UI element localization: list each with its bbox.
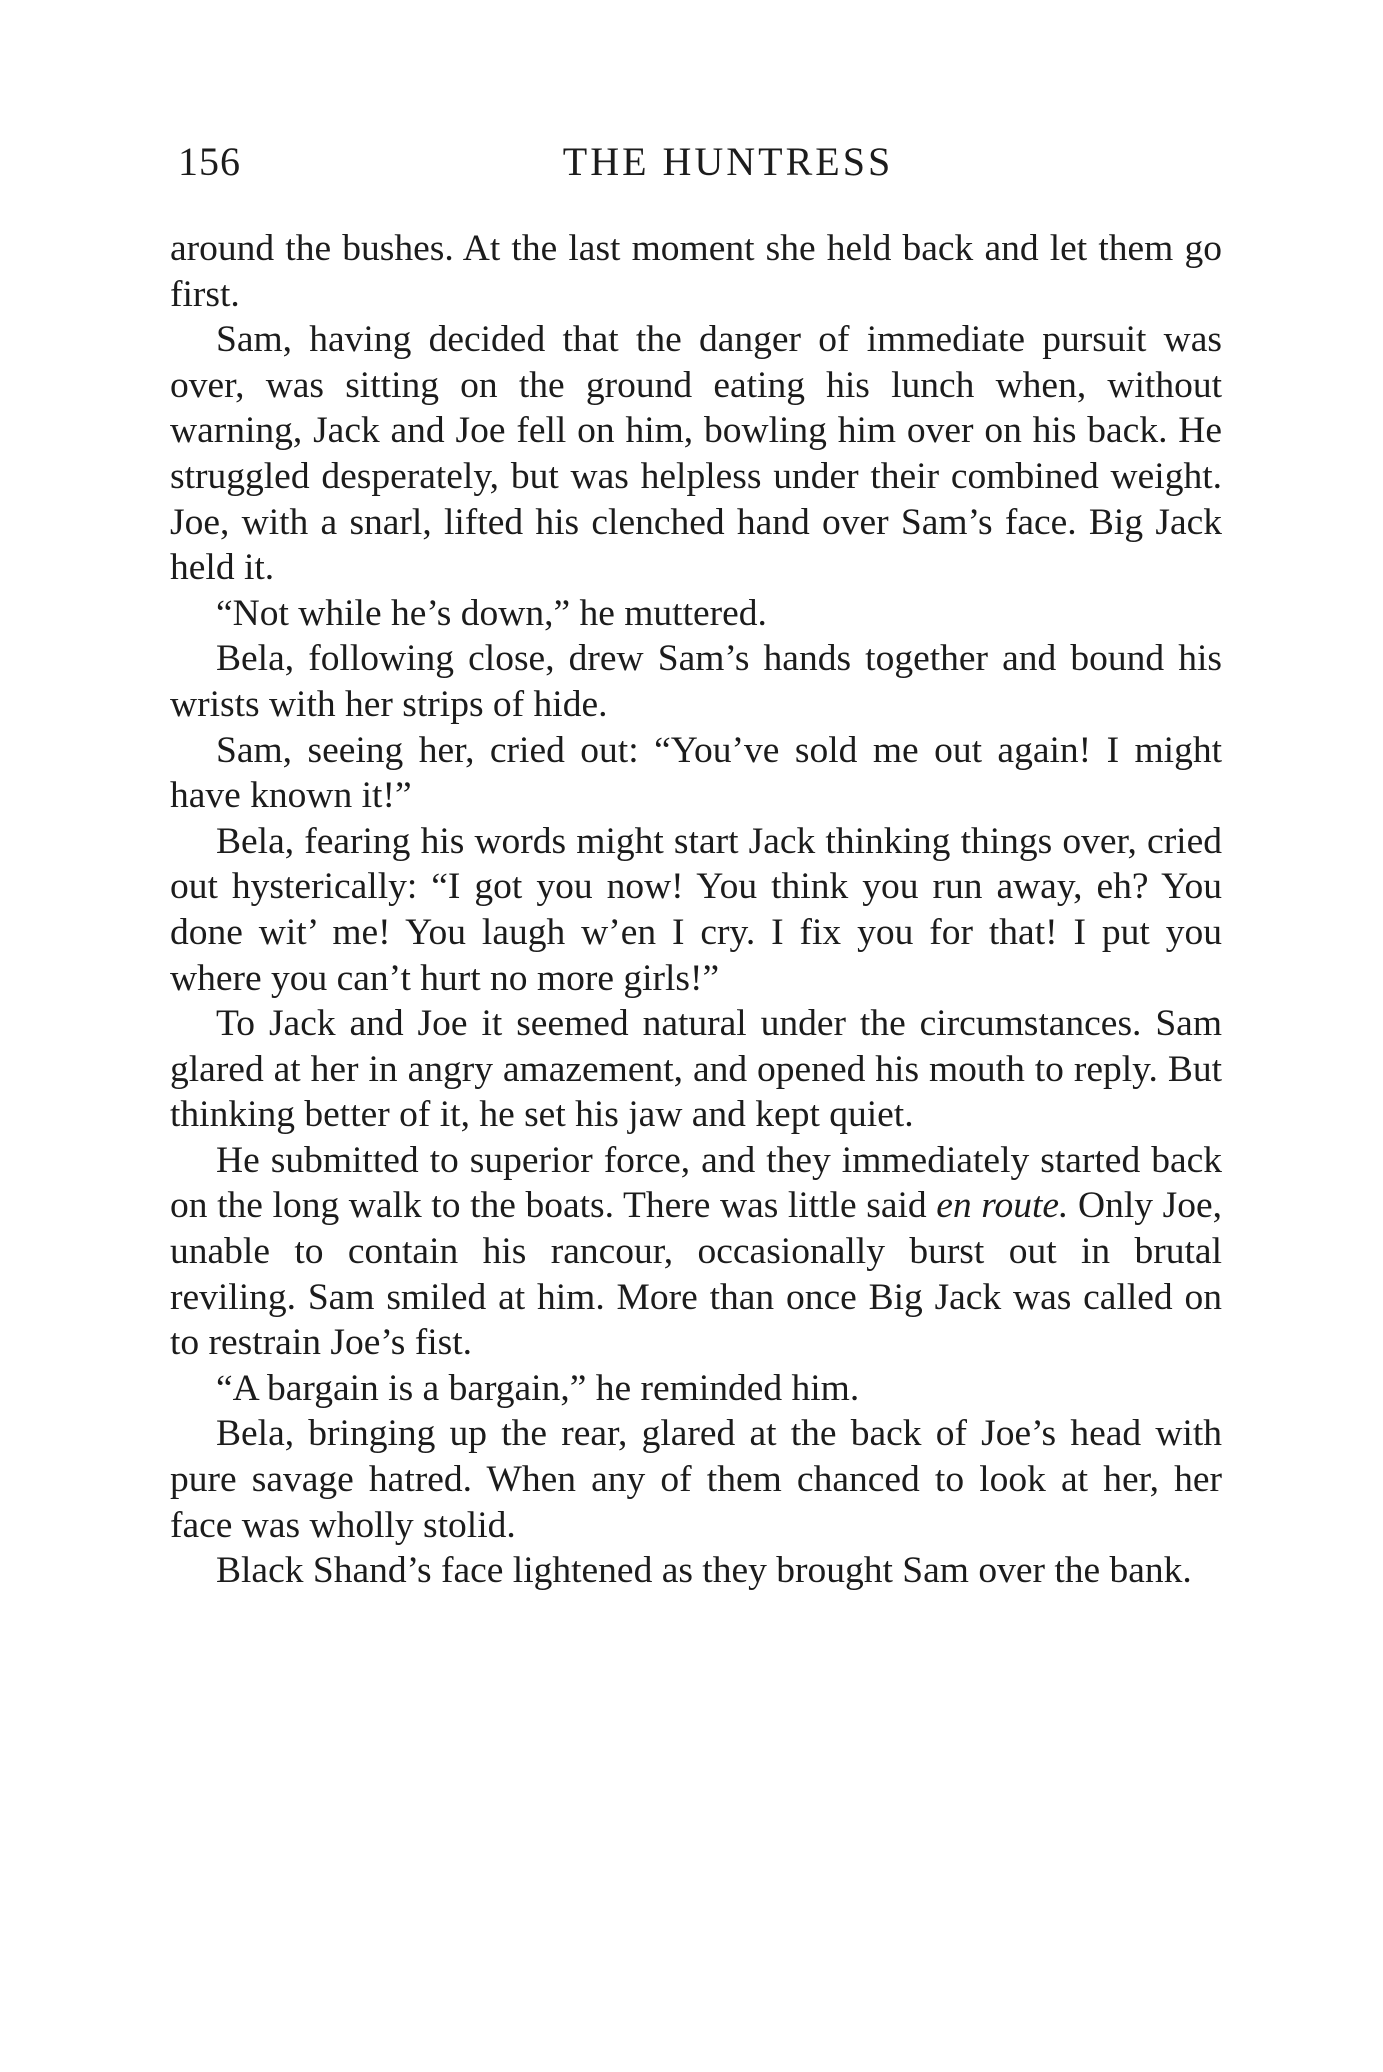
running-title: THE HUNTRESS (562, 139, 894, 184)
body-text (170, 226, 1222, 1594)
paragraph-text: Only Joe, unable to contain his rancour, occasionally burst out in brutal reviling. Sam smiled at him. More than once Big Jack was called on to restrain Joe’s fist. (170, 1185, 1222, 1364)
paragraph: Bela, bringing up the rear, glared at the back of Joe’s head with pure savage hatred. When any of them chanced to look at her, her face was wholly stolid. (170, 1413, 1222, 1546)
paragraph (170, 1138, 1222, 1366)
paragraph: Bela, fearing his words might start Jack thinking things over, cried out hysterically: “I got you now! You think you run away, eh? You done wit’ me! You laugh w’en I cry. I fix you for that! I put you where you can’t hurt no more girls!” (170, 820, 1222, 999)
page-number: 156 (178, 139, 241, 184)
paragraph: Bela, following close, drew Sam’s hands together and bound his wrists with her strips of hide. (170, 638, 1222, 725)
paragraph: Black Shand’s face lightened as they brought Sam over the bank. (216, 1550, 1192, 1592)
paragraph: “A bargain is a bargain,” he reminded him. (216, 1367, 860, 1409)
paragraph-text: He submitted to superior force, and they immediately started back on the long walk to the boats. There was little said (170, 1139, 1222, 1227)
paragraph: To Jack and Joe it seemed natural under the circumstances. Sam glared at her in angry amazement, and opened his mouth to reply. But thinking better of it, he set his jaw and kept quiet. (170, 1003, 1222, 1136)
paragraph: around the bushes. At the last moment she held back and let them go first. (170, 228, 1222, 315)
paragraph: Sam, having decided that the danger of immediate pursuit was over, was sitting on the ground eating his lunch when, without warning, Jack and Joe fell on him, bowling him over on his back. He struggled desperately, but was helpless under their combined weight. Joe, with a snarl, lifted his clenched hand over Sam’s face. Big Jack held it. (170, 319, 1222, 589)
italic-phrase: en route. (936, 1185, 1069, 1227)
paragraph: Sam, seeing her, cried out: “You’ve sold me out again! I might have known it!” (170, 729, 1222, 817)
running-head (178, 138, 1218, 194)
paragraph: “Not while he’s down,” he muttered. (216, 592, 767, 634)
